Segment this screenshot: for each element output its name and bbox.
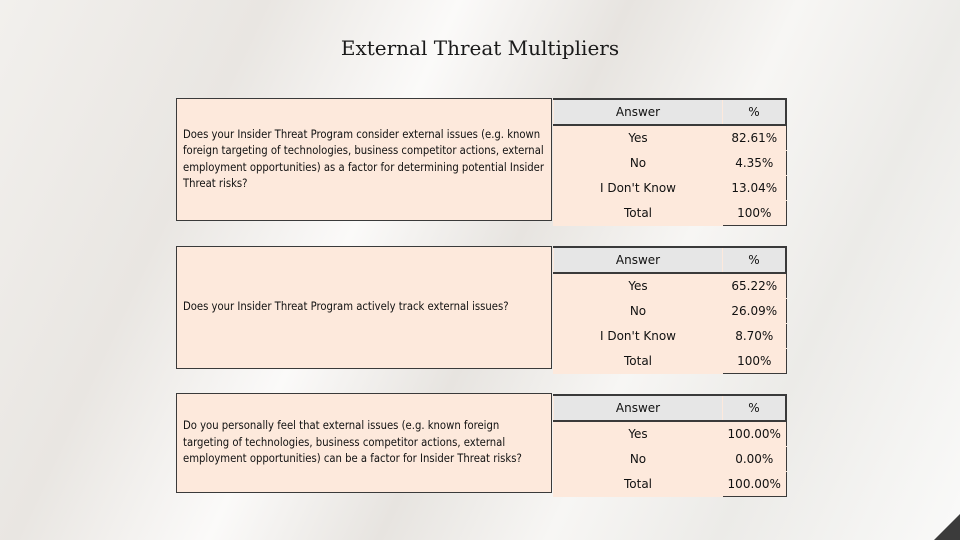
- answer-cell: Yes: [554, 421, 723, 447]
- answer-cell: I Don't Know: [554, 324, 723, 349]
- page-corner-triangle: [934, 514, 960, 540]
- table-row: [554, 299, 787, 324]
- answer-column-header: Answer: [554, 99, 723, 125]
- table-row: [554, 176, 787, 201]
- percent-cell: 100.00%: [723, 472, 787, 497]
- table-row: [554, 349, 787, 374]
- answer-cell: Yes: [554, 273, 723, 299]
- table-header-row: [554, 395, 787, 421]
- table-row: [554, 421, 787, 447]
- percent-cell: 100.00%: [723, 421, 787, 447]
- percent-cell: 0.00%: [723, 447, 787, 472]
- percent-column-header: %: [723, 99, 787, 125]
- answer-cell: Total: [554, 201, 723, 226]
- answer-column-header: Answer: [554, 395, 723, 421]
- percent-column-header: %: [723, 247, 787, 273]
- answer-cell: I Don't Know: [554, 176, 723, 201]
- percent-cell: 65.22%: [723, 273, 787, 299]
- percent-column-header: %: [723, 395, 787, 421]
- answer-table-2: [553, 246, 787, 374]
- answer-cell: No: [554, 151, 723, 176]
- question-text: Does your Insider Threat Program consider external issues (e.g. known foreign targeting of technologies, business competitor actions, external employment opportunities) as a factor for determining potential Insider Threat risks?: [183, 127, 545, 190]
- question-box-3: [176, 393, 552, 493]
- table-row: [554, 201, 787, 226]
- table-header-row: [554, 247, 787, 273]
- question-box-1: [176, 98, 552, 221]
- percent-cell: 13.04%: [723, 176, 787, 201]
- answer-cell: No: [554, 299, 723, 324]
- answer-cell: Total: [554, 349, 723, 374]
- percent-cell: 100%: [723, 201, 787, 226]
- percent-cell: 4.35%: [723, 151, 787, 176]
- percent-cell: 8.70%: [723, 324, 787, 349]
- answer-table-3: [553, 394, 787, 497]
- table-row: [554, 125, 787, 151]
- slide-title: External Threat Multipliers: [340, 36, 620, 60]
- percent-cell: 82.61%: [723, 125, 787, 151]
- question-text: Does your Insider Threat Program actively track external issues?: [183, 300, 509, 314]
- percent-cell: 100%: [723, 349, 787, 374]
- question-box-2: [176, 246, 552, 369]
- percent-cell: 26.09%: [723, 299, 787, 324]
- answer-cell: Yes: [554, 125, 723, 151]
- table-header-row: [554, 99, 787, 125]
- table-row: [554, 151, 787, 176]
- answer-cell: No: [554, 447, 723, 472]
- answer-column-header: Answer: [554, 247, 723, 273]
- answer-table-1: [553, 98, 787, 226]
- table-row: [554, 273, 787, 299]
- question-text: Do you personally feel that external issues (e.g. known foreign targeting of technologies, business competitor actions, external employment opportunities) can be a factor for Insider Threat risks?: [183, 419, 522, 466]
- answer-cell: Total: [554, 472, 723, 497]
- table-row: [554, 472, 787, 497]
- table-row: [554, 324, 787, 349]
- table-row: [554, 447, 787, 472]
